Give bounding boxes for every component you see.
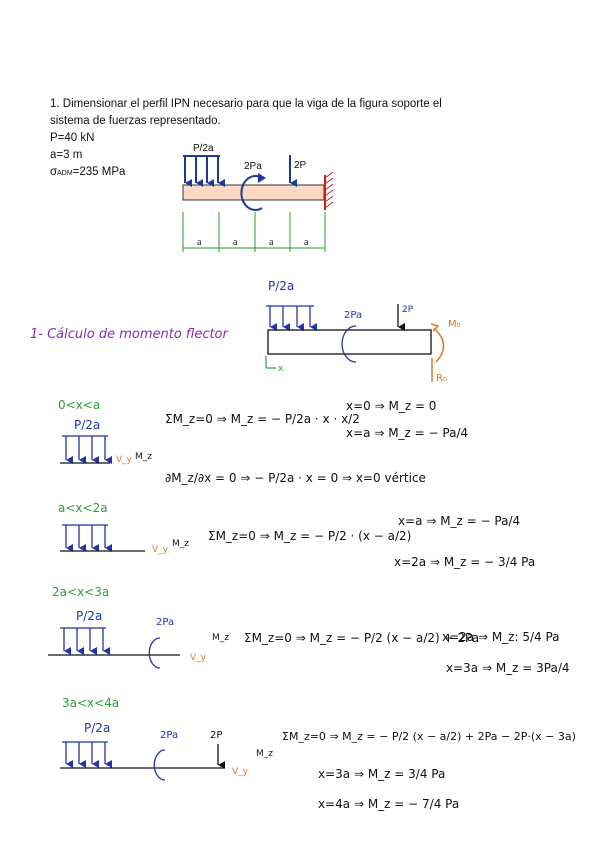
given-p: P=40 kN [50, 132, 95, 144]
s1-load-label: P/2a [74, 418, 101, 432]
span-label-2: a [233, 237, 238, 248]
s2-vy: V_y [152, 545, 168, 555]
s4-moment-label: 2Pa [160, 730, 179, 741]
s1-result-2: x=a ⇒ M_z = − Pa/4 [346, 426, 469, 440]
s2-result-1: x=a ⇒ M_z = − Pa/4 [398, 514, 521, 528]
section-3 [48, 585, 570, 675]
problem-figure [183, 143, 333, 252]
hw-moment-arc [342, 326, 356, 362]
s2-result-2: x=2a ⇒ M_z = − 3/4 Pa [394, 555, 536, 569]
beam [183, 185, 324, 200]
s3-range: 2a<x<3a [52, 585, 110, 599]
s2-equation: ΣM_z=0 ⇒ M_z = − P/2 · (x − a/2) [208, 529, 412, 543]
section-4 [60, 696, 576, 811]
distributed-load [183, 156, 220, 183]
moment-label: 2Pa [244, 161, 262, 172]
hw-ro-label: R₀ [436, 373, 447, 384]
hw-beam [268, 330, 431, 354]
s3-result-1: x=2a ⇒ M_z: 5/4 Pa [442, 630, 560, 644]
s4-result-2: x=4a ⇒ M_z = − 7/4 Pa [318, 797, 460, 811]
sigma-symbol: σ [50, 166, 58, 178]
hw-x-axis: x [278, 364, 284, 374]
moment-arrowhead [258, 173, 266, 183]
sigma-value: =235 MPa [72, 166, 126, 178]
s1-range: 0<x<a [58, 398, 101, 412]
section-2 [58, 501, 535, 569]
load-label: P/2a [193, 143, 214, 154]
s3-load-label: P/2a [76, 609, 103, 623]
s4-range: 3a<x<4a [62, 696, 120, 710]
s3-result-2: x=3a ⇒ M_z = 3Pa/4 [446, 661, 570, 675]
s2-mz: M_z [172, 539, 189, 549]
hw-moment-label: 2Pa [344, 310, 363, 321]
s1-mz: M_z [135, 452, 152, 462]
span-label-4: a [304, 237, 309, 248]
span-label-1: a [197, 237, 202, 248]
s4-mz: M_z [256, 749, 273, 759]
s3-vy: V_y [190, 653, 206, 663]
section-1 [58, 398, 468, 485]
s3-mz: M_z [212, 633, 229, 643]
s4-vy: V_y [232, 767, 248, 777]
heading-moment: 1- Cálculo de momento flector [30, 327, 228, 342]
given-a: a=3 m [50, 149, 83, 161]
s3-equation: ΣM_z=0 ⇒ M_z = − P/2 (x − a/2) + 2Pa [244, 631, 480, 645]
hw-mo-label: M₀ [448, 319, 461, 330]
hw-point-label: 2P [402, 305, 414, 315]
s4-equation: ΣM_z=0 ⇒ M_z = − P/2 (x − a/2) + 2Pa − 2P·(x − 3a) [282, 730, 576, 743]
hw-reaction-moment [434, 328, 444, 362]
s4-point-label: 2P [210, 730, 223, 741]
fixed-support [325, 172, 333, 210]
sigma-subscript: ADM [57, 170, 73, 177]
s3-moment-label: 2Pa [156, 617, 175, 628]
hw-load-label: P/2a [268, 279, 295, 293]
s4-result-1: x=3a ⇒ M_z = 3/4 Pa [318, 767, 446, 781]
s1-derivative: ∂M_z/∂x = 0 ⇒ − P/2a · x = 0 ⇒ x=0 vértice [165, 471, 426, 485]
point-load-label: 2P [294, 160, 307, 171]
s1-result-1: x=0 ⇒ M_z = 0 [346, 399, 437, 413]
s1-equation: ΣM_z=0 ⇒ M_z = − P/2a · x · x/2 [165, 412, 360, 426]
s1-vy: V_y [116, 455, 132, 465]
span-label-3: a [269, 237, 274, 248]
s4-load-label: P/2a [84, 721, 111, 735]
s2-range: a<x<2a [58, 501, 108, 515]
handwritten-fbd [266, 279, 461, 384]
problem-statement: 1. Dimensionar el perfil IPN necesario para que la viga de la figura soporte el sistema de fuerzas representado. [50, 98, 442, 127]
